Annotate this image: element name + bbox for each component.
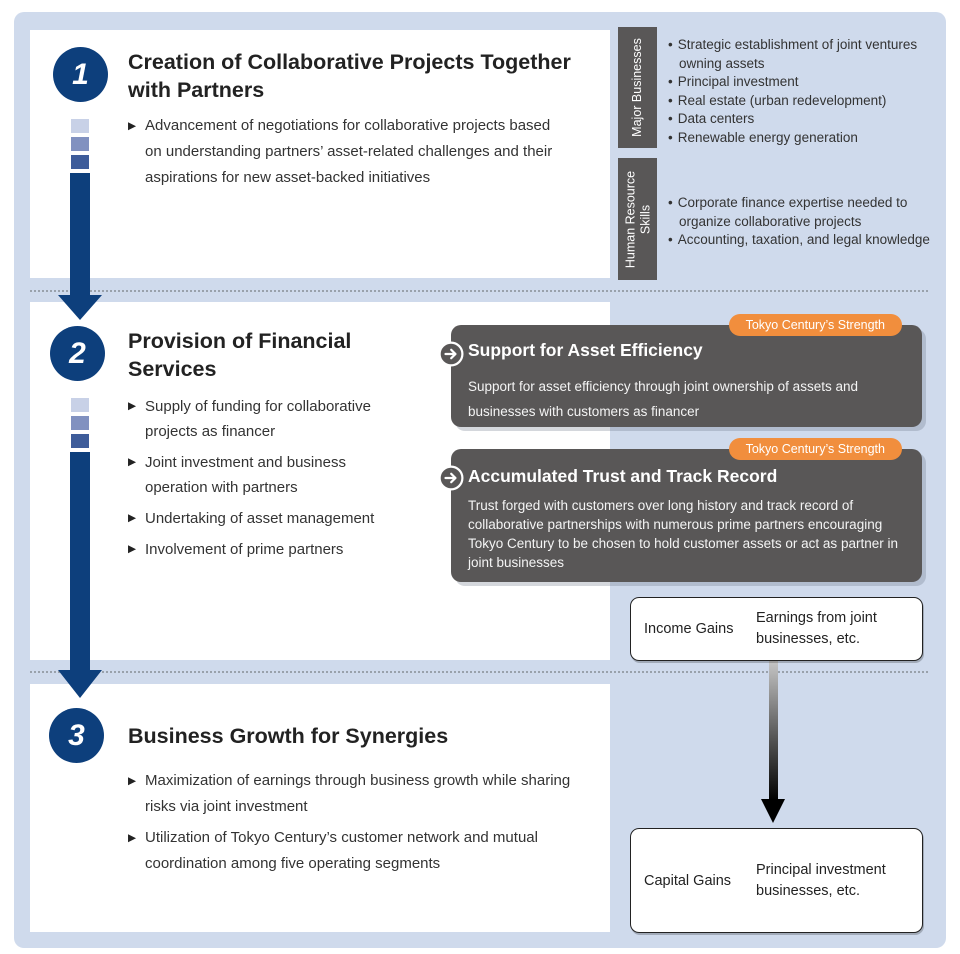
flow-arrow-segment xyxy=(71,398,89,412)
bullet-text: Involvement of prime partners xyxy=(145,541,344,558)
tab-label xyxy=(618,158,657,280)
strength-badge: Tokyo Century’s Strength xyxy=(729,314,902,336)
list-item-text: Principal investment xyxy=(677,74,799,89)
triangle-bullet-icon: ▶ xyxy=(128,832,137,844)
bullet-item xyxy=(128,394,400,444)
income-gains-box xyxy=(630,597,923,661)
gain-label: Income Gains xyxy=(644,621,734,637)
section-2-title: Provision of Financial Services xyxy=(128,329,352,381)
bullet-item xyxy=(128,450,400,500)
dot-bullet-icon: • xyxy=(668,232,673,247)
section-divider-1 xyxy=(30,290,928,292)
capital-gains-box xyxy=(630,828,923,933)
tab-major-businesses xyxy=(618,27,657,148)
triangle-bullet-icon: ▶ xyxy=(128,775,137,787)
gains-arrowhead-icon xyxy=(761,799,785,823)
human-resource-skills-list xyxy=(668,194,936,250)
major-businesses-list xyxy=(668,36,926,147)
section-3-title: Business Growth for Synergies xyxy=(128,724,449,748)
list-item xyxy=(668,129,926,148)
section-1-bullets xyxy=(128,113,558,196)
step-1-number: 1 xyxy=(53,47,108,102)
dot-bullet-icon: • xyxy=(668,92,673,108)
list-item xyxy=(668,110,926,129)
gain-description: Principal investment businesses, etc. xyxy=(756,861,886,899)
bullet-text: Supply of funding for collaborative projects as financer xyxy=(145,398,371,440)
flow-arrowhead-icon xyxy=(58,295,102,320)
list-item-text: Accounting, taxation, and legal knowledge xyxy=(677,232,930,247)
list-item xyxy=(668,194,936,231)
section-1-title: Creation of Collaborative Projects Together with Partners xyxy=(128,50,571,102)
flow-arrow-segment xyxy=(71,434,89,448)
flow-arrow-shaft xyxy=(70,452,90,670)
list-item-text: Strategic establishment of joint ventures owning assets xyxy=(677,37,918,71)
flow-arrow-shaft xyxy=(70,173,90,295)
bullet-text: Undertaking of asset management xyxy=(145,510,375,527)
bullet-item xyxy=(128,506,400,531)
strength-box-title: Accumulated Trust and Track Record xyxy=(468,466,778,486)
flow-arrow-segment xyxy=(71,416,89,430)
dot-bullet-icon: • xyxy=(668,195,673,210)
section-3-bullets xyxy=(128,768,573,882)
dot-bullet-icon: • xyxy=(668,129,673,145)
gains-arrow-shaft xyxy=(769,661,778,801)
bullet-item xyxy=(128,768,573,820)
strength-box-body: Trust forged with customers over long history and track record of collaborative partnerships with numerous prime partners encouraging Tokyo Century to be chosen to hold customer assets or act as partner in joint businesses xyxy=(468,498,898,570)
triangle-bullet-icon: ▶ xyxy=(128,543,137,555)
strength-box-title: Support for Asset Efficiency xyxy=(468,340,703,360)
list-item xyxy=(668,73,926,92)
list-item xyxy=(668,36,926,73)
bullet-item xyxy=(128,537,400,562)
flow-arrow-segment xyxy=(71,119,89,133)
bullet-text: Maximization of earnings through business growth while sharing risks via joint investment xyxy=(145,772,571,815)
bullet-text: Utilization of Tokyo Century’s customer network and mutual coordination among five operating segments xyxy=(145,829,538,872)
section-2-bullets xyxy=(128,394,400,568)
list-item xyxy=(668,92,926,111)
strength-badge: Tokyo Century’s Strength xyxy=(729,438,902,460)
flow-arrow-segment xyxy=(71,155,89,169)
gain-label: Capital Gains xyxy=(644,872,732,889)
tab-human-resource-skills xyxy=(618,158,657,280)
list-item-text: Renewable energy generation xyxy=(677,129,858,145)
bullet-text: Joint investment and business operation with partners xyxy=(145,454,346,496)
list-item xyxy=(668,231,936,250)
list-item-text: Real estate (urban redevelopment) xyxy=(677,92,887,108)
bullet-item xyxy=(128,113,558,191)
dot-bullet-icon: • xyxy=(668,111,673,126)
tab-label-line: Skills xyxy=(637,204,652,234)
strength-box-body: Support for asset efficiency through joint ownership of assets and businesses with customers as financer xyxy=(468,379,858,419)
flow-arrowhead-icon xyxy=(58,670,102,698)
gain-description: Earnings from joint businesses, etc. xyxy=(756,610,877,647)
bullet-item xyxy=(128,825,573,877)
dot-bullet-icon: • xyxy=(668,74,673,89)
tab-label-line: Major Businesses xyxy=(630,38,644,137)
dot-bullet-icon: • xyxy=(668,37,673,52)
bullet-text: Advancement of negotiations for collaborative projects based on understanding partners’ asset-related challenges and their aspirations for new asset-backed initiatives xyxy=(145,117,553,186)
step-3-number: 3 xyxy=(49,708,104,763)
strength-box-asset-efficiency xyxy=(451,318,922,427)
list-item-text: Data centers xyxy=(677,111,755,126)
list-item-text: Corporate finance expertise needed to organize collaborative projects xyxy=(677,195,908,229)
circle-arrow-icon xyxy=(438,465,464,491)
triangle-bullet-icon: ▶ xyxy=(128,456,137,468)
flow-arrow-segment xyxy=(71,137,89,151)
triangle-bullet-icon: ▶ xyxy=(128,400,137,412)
tab-label-line: Human Resource xyxy=(622,170,637,268)
triangle-bullet-icon: ▶ xyxy=(128,512,137,524)
section-divider-2 xyxy=(30,671,928,673)
circle-arrow-icon xyxy=(438,341,464,367)
step-2-number: 2 xyxy=(50,326,105,381)
strength-box-trust-track-record xyxy=(451,442,922,582)
triangle-bullet-icon: ▶ xyxy=(128,120,137,132)
tab-label xyxy=(618,27,657,148)
